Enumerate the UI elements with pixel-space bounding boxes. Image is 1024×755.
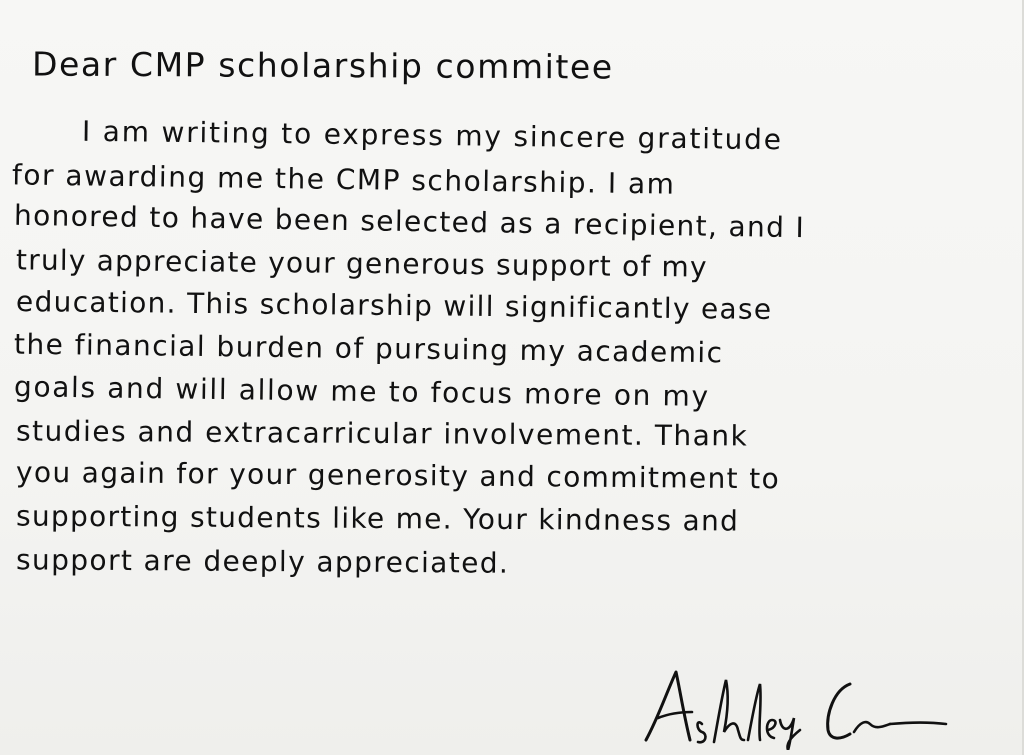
letter-line: you again for your generosity and commitment to bbox=[15, 455, 781, 496]
handwritten-signature bbox=[640, 660, 960, 750]
letter-line: education. This scholarship will significantly ease bbox=[15, 285, 773, 326]
letter-line: goals and will allow me to focus more on my bbox=[13, 370, 710, 413]
letter-line: supporting students like me. Your kindness and bbox=[15, 499, 740, 538]
letter-line: truly appreciate your generous support of my bbox=[15, 243, 708, 284]
letter-line: the financial burden of pursuing my academic bbox=[13, 327, 724, 370]
letter-line: support are deeply appreciated. bbox=[15, 543, 510, 580]
letter-line: honored to have been selected as a recipient, and I bbox=[13, 198, 806, 245]
letter-line: I am writing to express my sincere gratitude bbox=[81, 114, 783, 157]
salutation: Dear CMP scholarship commitee bbox=[31, 44, 614, 87]
letter-line: for awarding me the CMP scholarship. I am bbox=[11, 158, 676, 201]
letter-line: studies and extracarricular involvement. Thank bbox=[15, 414, 749, 453]
